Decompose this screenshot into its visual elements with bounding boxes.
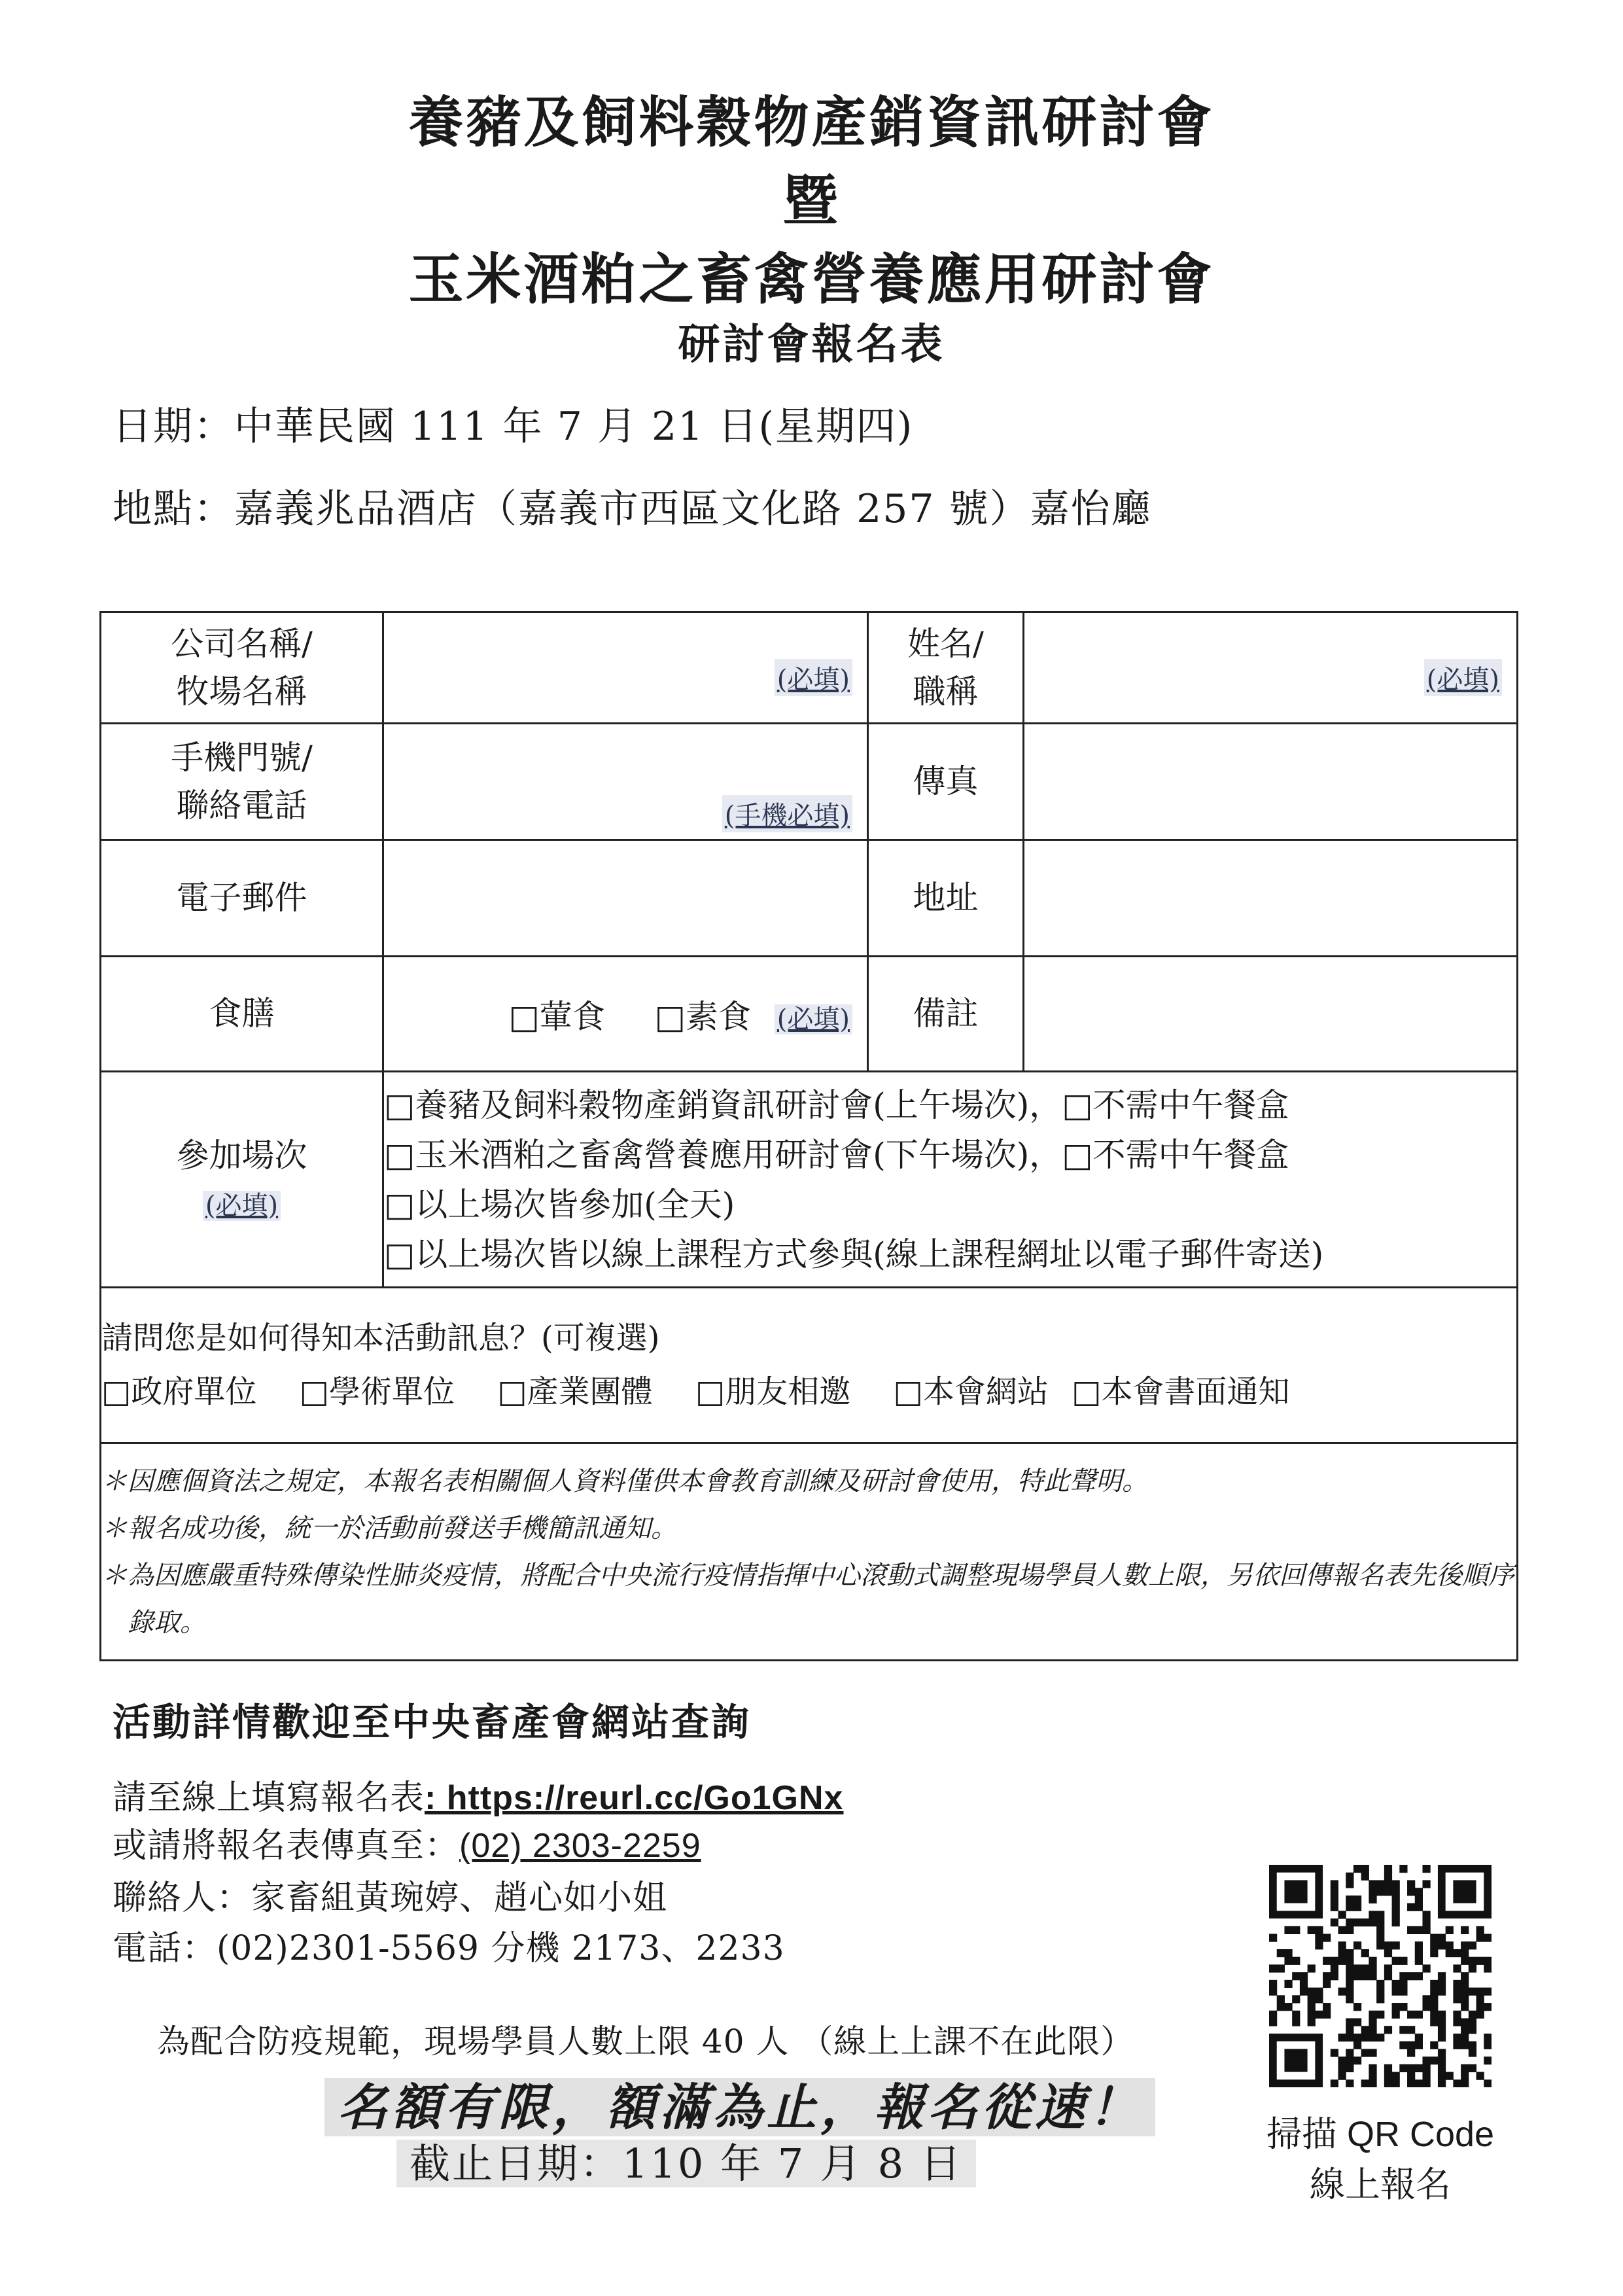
fax-line: 或請將報名表傳真至：(02) 2303-2259 bbox=[113, 1826, 701, 1865]
required-note: (必填) bbox=[1424, 659, 1502, 696]
details-heading: 活動詳情歡迎至中央畜產會網站查詢 bbox=[113, 1700, 752, 1744]
fax-field[interactable] bbox=[1024, 724, 1518, 840]
phone-label: 手機門號/ 聯絡電話 bbox=[101, 724, 383, 840]
title-line-3: 玉米酒粕之畜禽營養應用研討會 bbox=[408, 247, 1215, 311]
registration-form-table bbox=[99, 611, 1518, 1661]
required-note: (必填) bbox=[775, 1004, 852, 1034]
contact-phone: 電話：(02)2301-5569 分機 2173、2233 bbox=[113, 1929, 785, 1968]
contact-person: 聯絡人：家畜組黃琬婷、趙心如小姐 bbox=[113, 1879, 668, 1918]
source-option-academic[interactable]: □學術單位 bbox=[299, 1373, 455, 1410]
title-line-1: 養豬及飼料穀物產銷資訊研討會 bbox=[408, 90, 1215, 154]
note-epidemic: ＊為因應嚴重特殊傳染性肺炎疫情，將配合中央流行疫情指揮中心滾動式調整現場學員人數上限，另依回傳報名表先後順序錄取。 bbox=[101, 1560, 1514, 1638]
capacity-note: 為配合防疫規範，現場學員人數上限 40 人 （線上上課不在此限） bbox=[157, 2022, 1134, 2060]
source-option-friends[interactable]: □朋友相邀 bbox=[695, 1373, 851, 1410]
required-note: (必填) bbox=[203, 1191, 281, 1221]
online-registration-line: 請至線上填寫報名表: https://reurl.cc/Go1GNx bbox=[113, 1778, 844, 1818]
source-option-government[interactable]: □政府單位 bbox=[101, 1373, 257, 1410]
meal-options bbox=[383, 957, 868, 1072]
email-label: 電子郵件 bbox=[101, 840, 383, 957]
slogan: 名額有限，額滿為止，報名從速！ bbox=[324, 2078, 1155, 2136]
online-registration-link[interactable]: : https://reurl.cc/Go1GNx bbox=[425, 1779, 844, 1817]
email-field[interactable] bbox=[383, 840, 868, 957]
session-options bbox=[383, 1072, 1518, 1288]
source-option-website[interactable]: □本會網站 bbox=[893, 1373, 1049, 1410]
meal-label: 食膳 bbox=[101, 957, 383, 1072]
qr-caption: 掃描 QR Code 線上報名 bbox=[1266, 2115, 1495, 2205]
deadline-box bbox=[396, 2131, 976, 2189]
deadline: 截止日期：110 年 7 月 8 日 bbox=[396, 2140, 976, 2187]
session-option-morning[interactable]: □養豬及飼料穀物產銷資訊研討會(上午場次)，□不需中午餐盒 bbox=[384, 1086, 1289, 1124]
qr-code-icon bbox=[1269, 1865, 1492, 2087]
required-note: (必填) bbox=[775, 659, 852, 696]
phone-required-note: (手機必填) bbox=[722, 795, 852, 832]
session-option-afternoon[interactable]: □玉米酒粕之畜禽營養應用研討會(下午場次)，□不需中午餐盒 bbox=[384, 1135, 1289, 1174]
remarks-label: 備註 bbox=[868, 957, 1024, 1072]
notes-section bbox=[101, 1443, 1518, 1661]
note-privacy: ＊因應個資法之規定，本報名表相關個人資料僅供本會教育訓練及研討會使用，特此聲明。 bbox=[101, 1466, 1148, 1496]
meal-meat-checkbox[interactable]: □葷食 bbox=[508, 997, 605, 1036]
remarks-field[interactable] bbox=[1024, 957, 1518, 1072]
source-option-written-notice[interactable]: □本會書面通知 bbox=[1072, 1373, 1290, 1410]
name-field[interactable] bbox=[1024, 612, 1518, 724]
phone-field[interactable] bbox=[383, 724, 868, 840]
fax-label: 傳真 bbox=[868, 724, 1024, 840]
source-option-industry[interactable]: □產業團體 bbox=[497, 1373, 653, 1410]
session-option-full-day[interactable]: □以上場次皆參加(全天) bbox=[384, 1185, 735, 1224]
source-section bbox=[101, 1288, 1518, 1443]
company-label: 公司名稱/ 牧場名稱 bbox=[101, 612, 383, 724]
event-venue: 地點：嘉義兆品酒店（嘉義市西區文化路 257 號）嘉怡廳 bbox=[113, 486, 1152, 532]
meal-veg-checkbox[interactable]: □素食 bbox=[654, 997, 751, 1036]
session-label: 參加場次 (必填) bbox=[101, 1072, 383, 1288]
slogan-box bbox=[324, 2068, 1155, 2139]
company-field[interactable] bbox=[383, 612, 868, 724]
session-option-online[interactable]: □以上場次皆以線上課程方式參與(線上課程網址以電子郵件寄送) bbox=[384, 1235, 1324, 1273]
qr-code-image[interactable] bbox=[1269, 1865, 1492, 2087]
source-question: 請問您是如何得知本活動訊息？(可複選) bbox=[101, 1319, 660, 1356]
form-subtitle: 研討會報名表 bbox=[678, 320, 945, 369]
title-line-2: 暨 bbox=[782, 168, 841, 233]
event-date: 日期：中華民國 111 年 7 月 21 日(星期四) bbox=[113, 404, 914, 450]
address-label: 地址 bbox=[868, 840, 1024, 957]
source-options bbox=[101, 1366, 1516, 1419]
note-sms: ＊報名成功後，統一於活動前發送手機簡訊通知。 bbox=[101, 1513, 677, 1544]
fax-number: (02) 2303-2259 bbox=[459, 1827, 701, 1865]
name-label: 姓名/ 職稱 bbox=[868, 612, 1024, 724]
address-field[interactable] bbox=[1024, 840, 1518, 957]
